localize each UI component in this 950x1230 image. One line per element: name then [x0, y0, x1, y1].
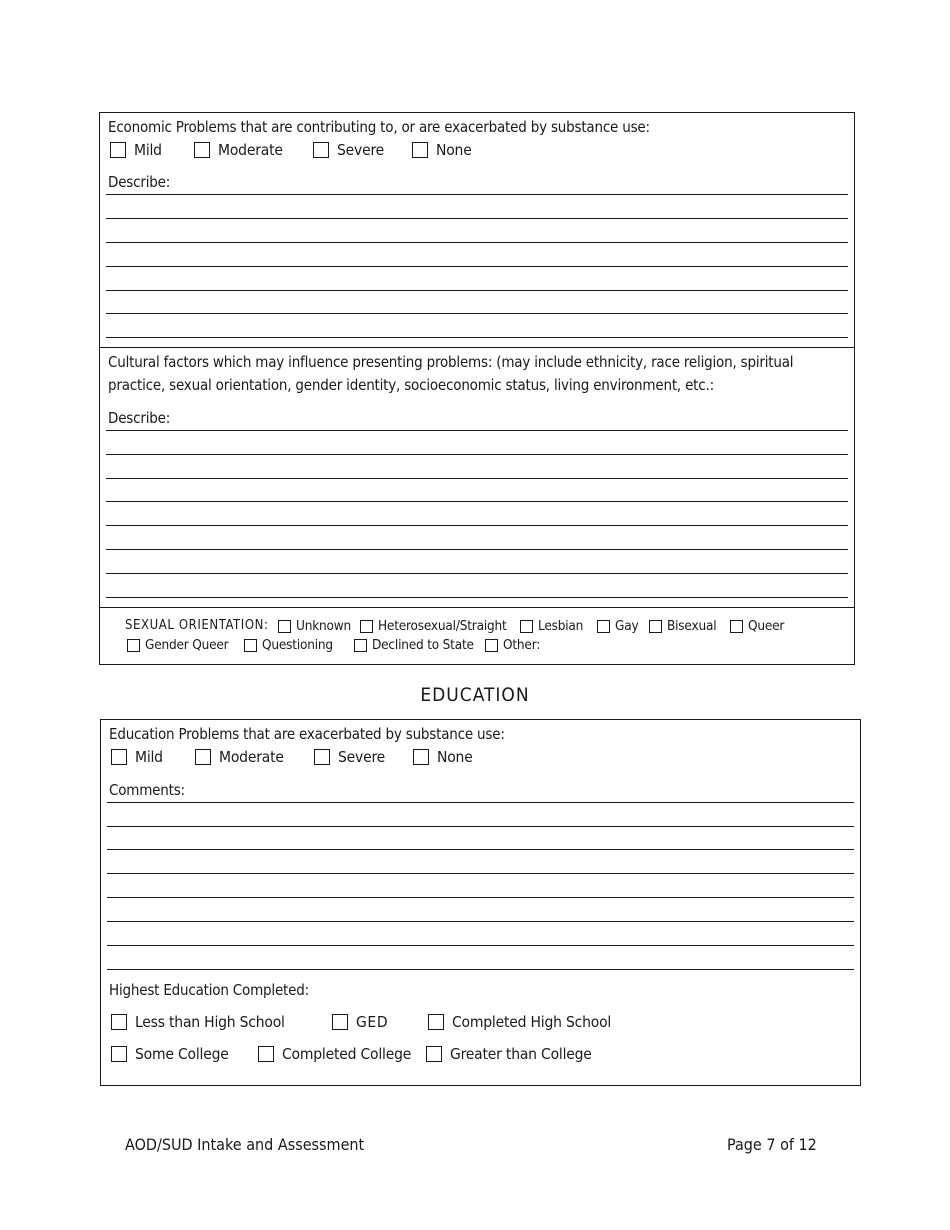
education-moderate-option[interactable]: Moderate — [195, 748, 284, 766]
economic-describe-line[interactable] — [106, 313, 848, 314]
education-mild-option[interactable]: Mild — [111, 748, 163, 766]
economic-severe-checkbox[interactable] — [313, 142, 329, 158]
education-mild-checkbox[interactable] — [111, 749, 127, 765]
cultural-describe-label: Describe: — [108, 409, 171, 427]
orientation-queer-option[interactable]: Queer — [730, 617, 784, 635]
orientation-declined-option[interactable]: Declined to State — [354, 636, 474, 654]
education-comments-line[interactable] — [107, 969, 854, 970]
education-less-than-hs-option[interactable]: Less than High School — [111, 1013, 285, 1031]
education-comments-label: Comments: — [109, 781, 185, 799]
education-comments-line[interactable] — [107, 802, 854, 803]
education-question: Education Problems that are exacerbated by substance use: — [109, 725, 505, 743]
orientation-other-checkbox[interactable] — [485, 639, 498, 652]
education-completed-hs-option[interactable]: Completed High School — [428, 1013, 611, 1031]
cultural-question-line2: practice, sexual orientation, gender identity, socioeconomic status, living environment, etc.: — [108, 376, 714, 394]
cultural-describe-line[interactable] — [106, 430, 848, 431]
cultural-describe-line[interactable] — [106, 478, 848, 479]
orientation-bisexual-option[interactable]: Bisexual — [649, 617, 716, 635]
economic-describe-line[interactable] — [106, 337, 848, 338]
highest-education-label: Highest Education Completed: — [109, 981, 309, 999]
footer-document-title: AOD/SUD Intake and Assessment — [125, 1135, 365, 1154]
cultural-describe-line[interactable] — [106, 454, 848, 455]
economic-none-checkbox[interactable] — [412, 142, 428, 158]
education-moderate-checkbox[interactable] — [195, 749, 211, 765]
education-comments-line[interactable] — [107, 849, 854, 850]
orientation-bisexual-checkbox[interactable] — [649, 620, 662, 633]
economic-describe-line[interactable] — [106, 194, 848, 195]
education-comments-line[interactable] — [107, 826, 854, 827]
orientation-unknown-checkbox[interactable] — [278, 620, 291, 633]
orientation-gay-checkbox[interactable] — [597, 620, 610, 633]
orientation-unknown-option[interactable]: Unknown — [278, 617, 351, 635]
education-ged-checkbox[interactable] — [332, 1014, 348, 1030]
orientation-heterosexual-checkbox[interactable] — [360, 620, 373, 633]
education-some-college-option[interactable]: Some College — [111, 1045, 229, 1063]
education-ged-option[interactable]: GED — [332, 1013, 388, 1031]
economic-describe-label: Describe: — [108, 173, 171, 191]
economic-moderate-option[interactable]: Moderate — [194, 141, 283, 159]
economic-severe-option[interactable]: Severe — [313, 141, 384, 159]
economic-none-option[interactable]: None — [412, 141, 472, 159]
cultural-describe-line[interactable] — [106, 525, 848, 526]
education-comments-line[interactable] — [107, 873, 854, 874]
education-less-than-hs-checkbox[interactable] — [111, 1014, 127, 1030]
education-completed-college-checkbox[interactable] — [258, 1046, 274, 1062]
economic-describe-line[interactable] — [106, 218, 848, 219]
cultural-describe-line[interactable] — [106, 501, 848, 502]
orientation-other-option[interactable]: Other: — [485, 636, 540, 654]
orientation-lesbian-option[interactable]: Lesbian — [520, 617, 583, 635]
economic-describe-line[interactable] — [106, 266, 848, 267]
orientation-questioning-checkbox[interactable] — [244, 639, 257, 652]
orientation-questioning-option[interactable]: Questioning — [244, 636, 333, 654]
cultural-describe-line[interactable] — [106, 549, 848, 550]
education-none-checkbox[interactable] — [413, 749, 429, 765]
orientation-heterosexual-option[interactable]: Heterosexual/Straight — [360, 617, 507, 635]
education-comments-line[interactable] — [107, 945, 854, 946]
cultural-describe-line[interactable] — [106, 597, 848, 598]
orientation-declined-checkbox[interactable] — [354, 639, 367, 652]
orientation-gender-queer-checkbox[interactable] — [127, 639, 140, 652]
economic-mild-checkbox[interactable] — [110, 142, 126, 158]
cultural-question-line1: Cultural factors which may influence presenting problems: (may include ethnicity, race religion, spiritual — [108, 353, 794, 371]
orientation-lesbian-checkbox[interactable] — [520, 620, 533, 633]
education-comments-line[interactable] — [107, 897, 854, 898]
cultural-describe-line[interactable] — [106, 573, 848, 574]
education-completed-college-option[interactable]: Completed College — [258, 1045, 411, 1063]
education-greater-than-college-checkbox[interactable] — [426, 1046, 442, 1062]
education-comments-line[interactable] — [107, 921, 854, 922]
economic-describe-line[interactable] — [106, 290, 848, 291]
education-completed-hs-checkbox[interactable] — [428, 1014, 444, 1030]
economic-describe-line[interactable] — [106, 242, 848, 243]
orientation-queer-checkbox[interactable] — [730, 620, 743, 633]
education-severe-checkbox[interactable] — [314, 749, 330, 765]
orientation-gay-option[interactable]: Gay — [597, 617, 638, 635]
education-none-option[interactable]: None — [413, 748, 473, 766]
economic-moderate-checkbox[interactable] — [194, 142, 210, 158]
education-severe-option[interactable]: Severe — [314, 748, 385, 766]
orientation-gender-queer-option[interactable]: Gender Queer — [127, 636, 228, 654]
education-some-college-checkbox[interactable] — [111, 1046, 127, 1062]
economic-mild-option[interactable]: Mild — [110, 141, 162, 159]
education-greater-than-college-option[interactable]: Greater than College — [426, 1045, 592, 1063]
education-heading: EDUCATION — [420, 684, 530, 706]
economic-question: Economic Problems that are contributing to, or are exacerbated by substance use: — [108, 118, 650, 136]
footer-page-number: Page 7 of 12 — [727, 1135, 817, 1154]
sexual-orientation-label: SEXUAL ORIENTATION: — [125, 618, 269, 633]
